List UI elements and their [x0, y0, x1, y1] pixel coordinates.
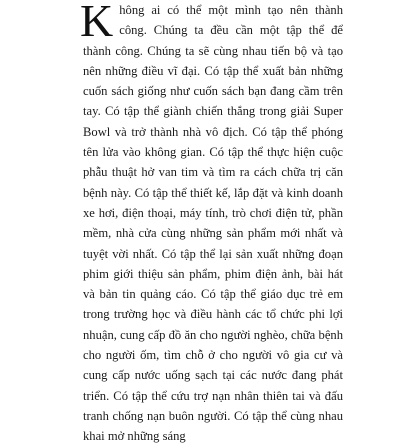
- body-paragraph: [80, 0, 343, 447]
- drop-cap-letter: K: [80, 0, 114, 46]
- paragraph-text: hông ai có thể một mình tạo nên thành công. Chúng ta đều cần một tập thể để thành công. Chúng ta sẽ cùng nhau tiến bộ và tạo nên những điều vĩ đại. Có tập thể xuất bản những cuốn sách giống như cuốn sách bạn đang cầm trên tay. Có tập thể giành chiến thắng trong giải Super Bowl và trở thành nhà vô địch. Có tập thể phóng tên lửa vào không gian. Có tập thể thực hiện cuộc phẫu thuật hở van tim và tìm ra cách chữa trị căn bệnh này. Có tập thể thiết kế, lắp đặt và kinh doanh xe hơi, điện thoại, máy tính, trò chơi điện tử, phần mềm, nhà cửa cùng những sản phẩm mới nhất và tuyệt vời nhất. Có tập thể lại sản xuất những đoạn phim giới thiệu sản phẩm, phim điện ảnh, bài hát và bản tin quảng cáo. Có tập thể giáo dục trẻ em trong trường học và điều hành các tổ chức phi lợi nhuận, cung cấp đồ ăn cho người nghèo, chữa bệnh cho người ốm, tìm chỗ ở cho người vô gia cư và cung cấp nước uống sạch tại các nước đang phát triển. Có tập thể cứu trợ nạn nhân thiên tai và đấu tranh chống nạn buôn người. Có tập thể cùng nhau khai mở những sáng: [83, 3, 343, 444]
